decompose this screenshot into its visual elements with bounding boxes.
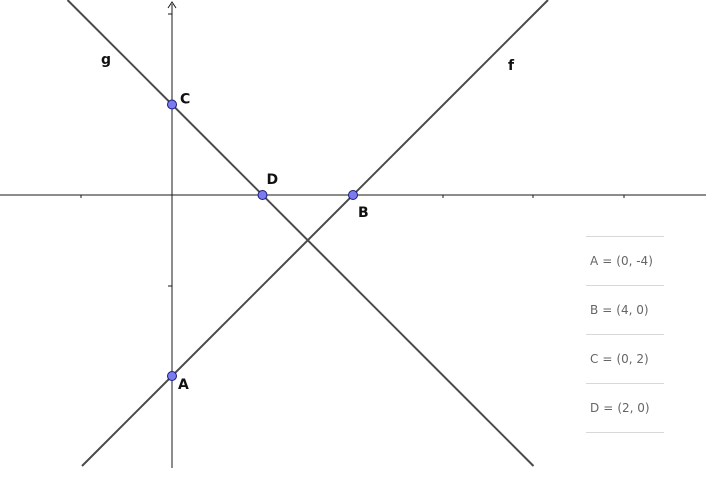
algebra-row-d[interactable] xyxy=(586,383,664,433)
algebra-name: B xyxy=(590,303,599,317)
line-g-label: g xyxy=(101,52,112,68)
point-d[interactable] xyxy=(258,191,267,200)
point-b-label: B xyxy=(358,205,369,221)
point-a[interactable] xyxy=(168,372,177,381)
point-c[interactable] xyxy=(168,100,177,109)
point-c-label: C xyxy=(180,91,191,108)
point-b[interactable] xyxy=(349,191,358,200)
algebra-equals: = xyxy=(602,303,613,317)
algebra-row-b[interactable] xyxy=(586,285,664,334)
algebra-value: (0, -4) xyxy=(616,254,653,268)
algebra-value: (4, 0) xyxy=(616,303,649,317)
algebra-name: C xyxy=(590,352,599,366)
line-f-label: f xyxy=(508,58,515,74)
algebra-view xyxy=(586,236,664,433)
point-a-label: A xyxy=(178,377,189,393)
line-g[interactable] xyxy=(68,0,534,466)
algebra-row-c[interactable] xyxy=(586,334,664,383)
algebra-row-a[interactable] xyxy=(586,236,664,285)
algebra-value: (2, 0) xyxy=(617,401,650,415)
algebra-equals: = xyxy=(602,352,613,366)
algebra-equals: = xyxy=(603,401,614,415)
algebra-name: A xyxy=(590,254,599,268)
algebra-equals: = xyxy=(602,254,613,268)
point-d-label: D xyxy=(266,172,279,188)
line-f[interactable] xyxy=(82,0,548,466)
algebra-name: D xyxy=(590,401,600,415)
algebra-value: (0, 2) xyxy=(616,352,649,366)
